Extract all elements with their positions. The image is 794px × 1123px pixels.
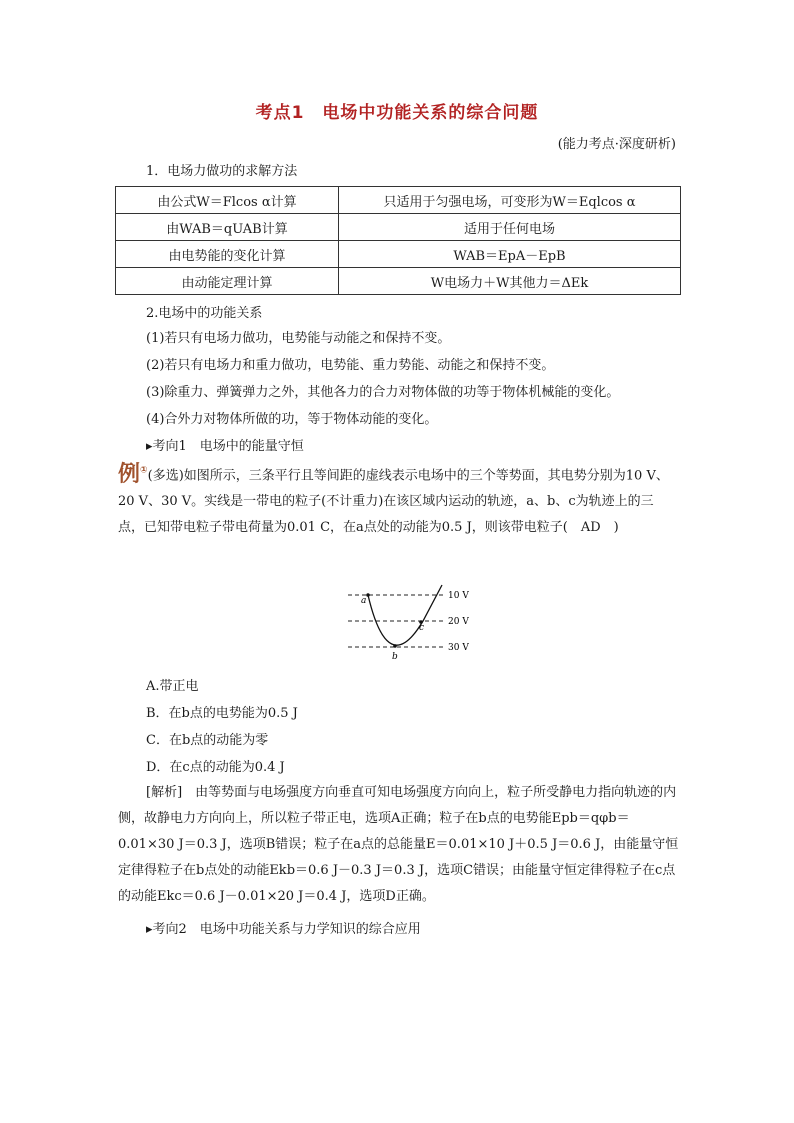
relation-item: (1)若只有电场力做功，电势能与动能之和保持不变。	[146, 331, 451, 346]
title-text: 电场中功能关系的综合问题	[322, 103, 539, 123]
table-row	[116, 241, 681, 268]
level-label-30v: 30 V	[448, 643, 469, 653]
point-b-dot	[393, 644, 397, 648]
level-label-20v: 20 V	[448, 617, 469, 627]
table-cell: 由电势能的变化计算	[116, 241, 339, 268]
table-cell: 由公式W＝Flcos α计算	[116, 187, 339, 214]
work-methods-table	[115, 186, 681, 295]
table-cell: WAB＝EpA－EpB	[339, 241, 681, 268]
point-b-label: b	[392, 652, 398, 662]
table-cell: 由WAB＝qUAB计算	[116, 214, 339, 241]
example-question	[118, 458, 678, 541]
title-number: 考点1	[255, 103, 305, 123]
option-b: B．在b点的电势能为0.5 J	[146, 706, 298, 721]
subtitle: (能力考点·深度研析)	[557, 137, 676, 152]
example-number: ①	[140, 466, 148, 476]
example-mark	[118, 462, 148, 487]
relation-item: (4)合外力对物体所做的功，等于物体动能的变化。	[146, 412, 438, 427]
kaoxiang-2-heading: ▸考向2 电场中功能关系与力学知识的综合应用	[146, 922, 421, 937]
point-a-label: a	[361, 596, 367, 606]
section1-heading: 1．电场力做功的求解方法	[146, 164, 298, 179]
analysis-text: [解析] 由等势面与电场强度方向垂直可知电场强度方向向上，粒子所受静电力指向轨迹的内侧，故静电力方向向上，所以粒子带正电，选项A正确；粒子在b点的电势能Epb＝qφb＝0.01×30 J＝0.3 J，选项B错误；粒子在a点的总能量E＝0.01×10 J＋0.5 J＝0.6 J，由能量守恒定律得粒子在b点处的动能Ekb＝0.6 J－0.3 J＝0.3 J，选项C错误；由能量守恒定律得粒子在c点的动能Ekc＝0.6 J－0.01×20 J＝0.4 J，选项D正确。	[118, 785, 679, 904]
section-title	[0, 98, 794, 123]
table-cell: 只适用于匀强电场，可变形为W＝Eqlcos α	[339, 187, 681, 214]
option-c: C．在b点的动能为零	[146, 733, 269, 748]
table-cell: 由动能定理计算	[116, 268, 339, 295]
relation-item: (3)除重力、弹簧弹力之外，其他各力的合力对物体做的功等于物体机械能的变化。	[146, 385, 620, 400]
example-text: (多选)如图所示，三条平行且等间距的虚线表示电场中的三个等势面，其电势分别为10 V、20 V、30 V。实线是一带电的粒子(不计重力)在该区域内运动的轨迹，a、b、c为轨迹上的三点，已知带电粒子带电荷量为0.01 C，在a点处的动能为0.5 J，则该带电粒子( AD )	[118, 468, 669, 536]
equipotential-figure	[348, 580, 488, 665]
particle-trajectory	[368, 585, 442, 645]
table-row	[116, 214, 681, 241]
point-a-dot	[366, 593, 370, 597]
relation-item: (2)若只有电场力和重力做功，电势能、重力势能、动能之和保持不变。	[146, 358, 555, 373]
level-label-10v: 10 V	[448, 591, 469, 601]
table-cell: W电场力＋W其他力＝ΔEk	[339, 268, 681, 295]
example-mark-text: 例	[118, 462, 141, 488]
table-cell: 适用于任何电场	[339, 214, 681, 241]
option-a: A.带正电	[146, 679, 199, 694]
table-row	[116, 268, 681, 295]
point-c-label: c	[419, 623, 425, 633]
option-d: D．在c点的动能为0.4 J	[146, 760, 285, 775]
table-row	[116, 187, 681, 214]
kaoxiang-1-heading: ▸考向1 电场中的能量守恒	[146, 439, 304, 454]
section2-heading: 2.电场中的功能关系	[146, 306, 263, 321]
